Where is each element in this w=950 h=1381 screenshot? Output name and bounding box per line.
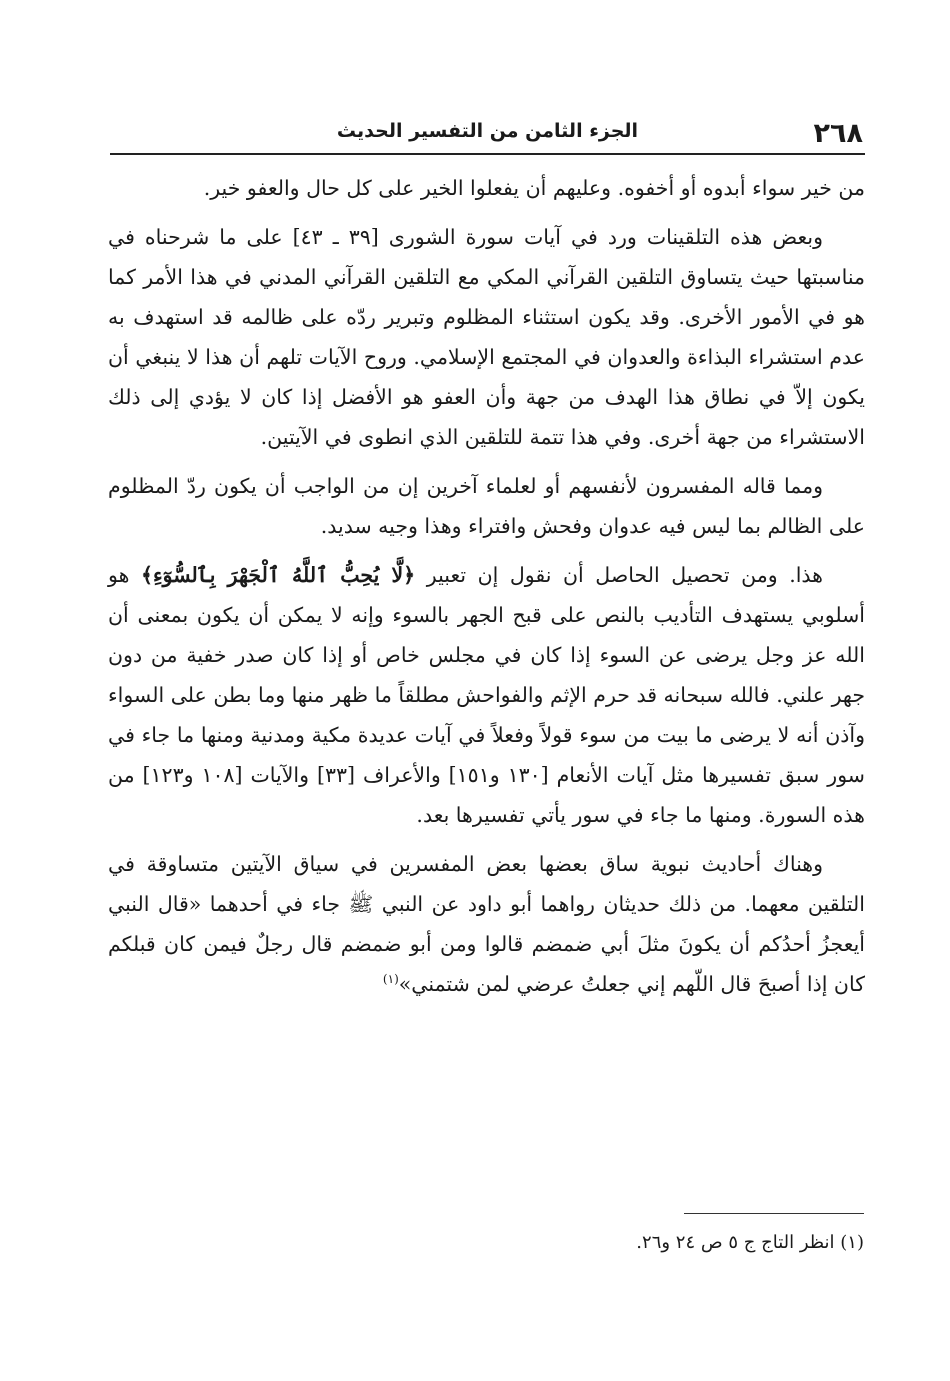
paragraph-body: وهناك أحاديث نبوية ساق بعضها بعض المفسرين في سياق الآيتين متساوقة في التلقين معهما. من ذلك حديثان رواهما أبو داود عن النبي ﷺ جاء في أحدهما «قال النبي أيعجزُ أحدُكم أن يكونَ مثلَ أبي ضمضم قالوا ومن أبو ضمضم قال رجلٌ فيمن كان قبلكم كان إذا أصبحَ قال اللّهم إني جعلتُ عرضي لمن شتمني» [108,852,865,996]
page-header [110,116,865,156]
footnote-reference[interactable]: (١) [382,972,399,987]
paragraph-lead: هذا. ومن تحصيل الحاصل أن نقول إن تعبير [426,563,823,587]
footnote: (١) انظر التاج ج ٥ ص ٢٤ و٢٦. [636,1232,864,1253]
main-text [108,168,865,1004]
paragraph: وبعض هذه التلقينات ورد في آيات سورة الشورى [٣٩ ـ ٤٣] على ما شرحناه في مناسبتها حيث يتساوق التلقين القرآني المكي مع التلقين القرآني المدني في هذا الأمر كما هو في الأمور الأخرى. وقد يكون استثناء المظلوم وتبرير ردّه على ظالمه قد استهدف به عدم استشراء البذاءة والعدوان في المجتمع الإسلامي. وروح الآيات تلهم أن هذا لا ينبغي أن يكون إلاّ في نطاق هذا الهدف من جهة وأن العفو هو الأفضل إذا كان لا يؤدي إلى ذلك الاستشراء من جهة أخرى. وفي هذا تتمة للتلقين الذي انطوى في الآيتين. [108,225,865,449]
paragraph [108,555,865,835]
paragraph: من خير سواء أبدوه أو أخفوه. وعليهم أن يفعلوا الخير على كل حال والعفو خير. [203,176,865,200]
header-rule [110,153,865,155]
page-number: ٢٦٨ [813,118,863,149]
footnote-rule [684,1213,864,1214]
paragraph-rest: هو أسلوبي يستهدف التأديب بالنص على قبح الجهر بالسوء وإنه لا يمكن أن يكون بمعنى أن الله عز وجل يرضى عن السوء إذا كان في مجلس خاص أو إذا كان صدر خفية من دون جهر علني. فالله سبحانه قد حرم الإثم والفواحش مطلقاً ما ظهر منها وما بطن على السواء وآذن أنه لا يرضى ما بيت من سوء قولاً وفعلاً في آيات عديدة مكية ومدنية ومنها ما جاء في سور سبق تفسيرها مثل آيات الأنعام [١٣٠ و١٥١] والأعراف [٣٣] والآيات [١٠٨ و١٢٣] من هذه السورة. ومنها ما جاء في سور يأتي تفسيرها بعد. [108,563,865,827]
paragraph: ومما قاله المفسرون لأنفسهم أو لعلماء آخرين إن من الواجب أن يكون ردّ المظلوم على الظالم بما ليس فيه عدوان وفحش وافتراء وهذا وجيه سديد. [108,474,865,538]
paragraph [108,844,865,1004]
running-title: الجزء الثامن من التفسير الحديث [336,120,639,142]
quran-quote: ﴿لَّا يُحِبُّ ٱللَّهُ ٱلْجَهْرَ بِٱلسُّوٓءِ﴾ [140,563,416,587]
